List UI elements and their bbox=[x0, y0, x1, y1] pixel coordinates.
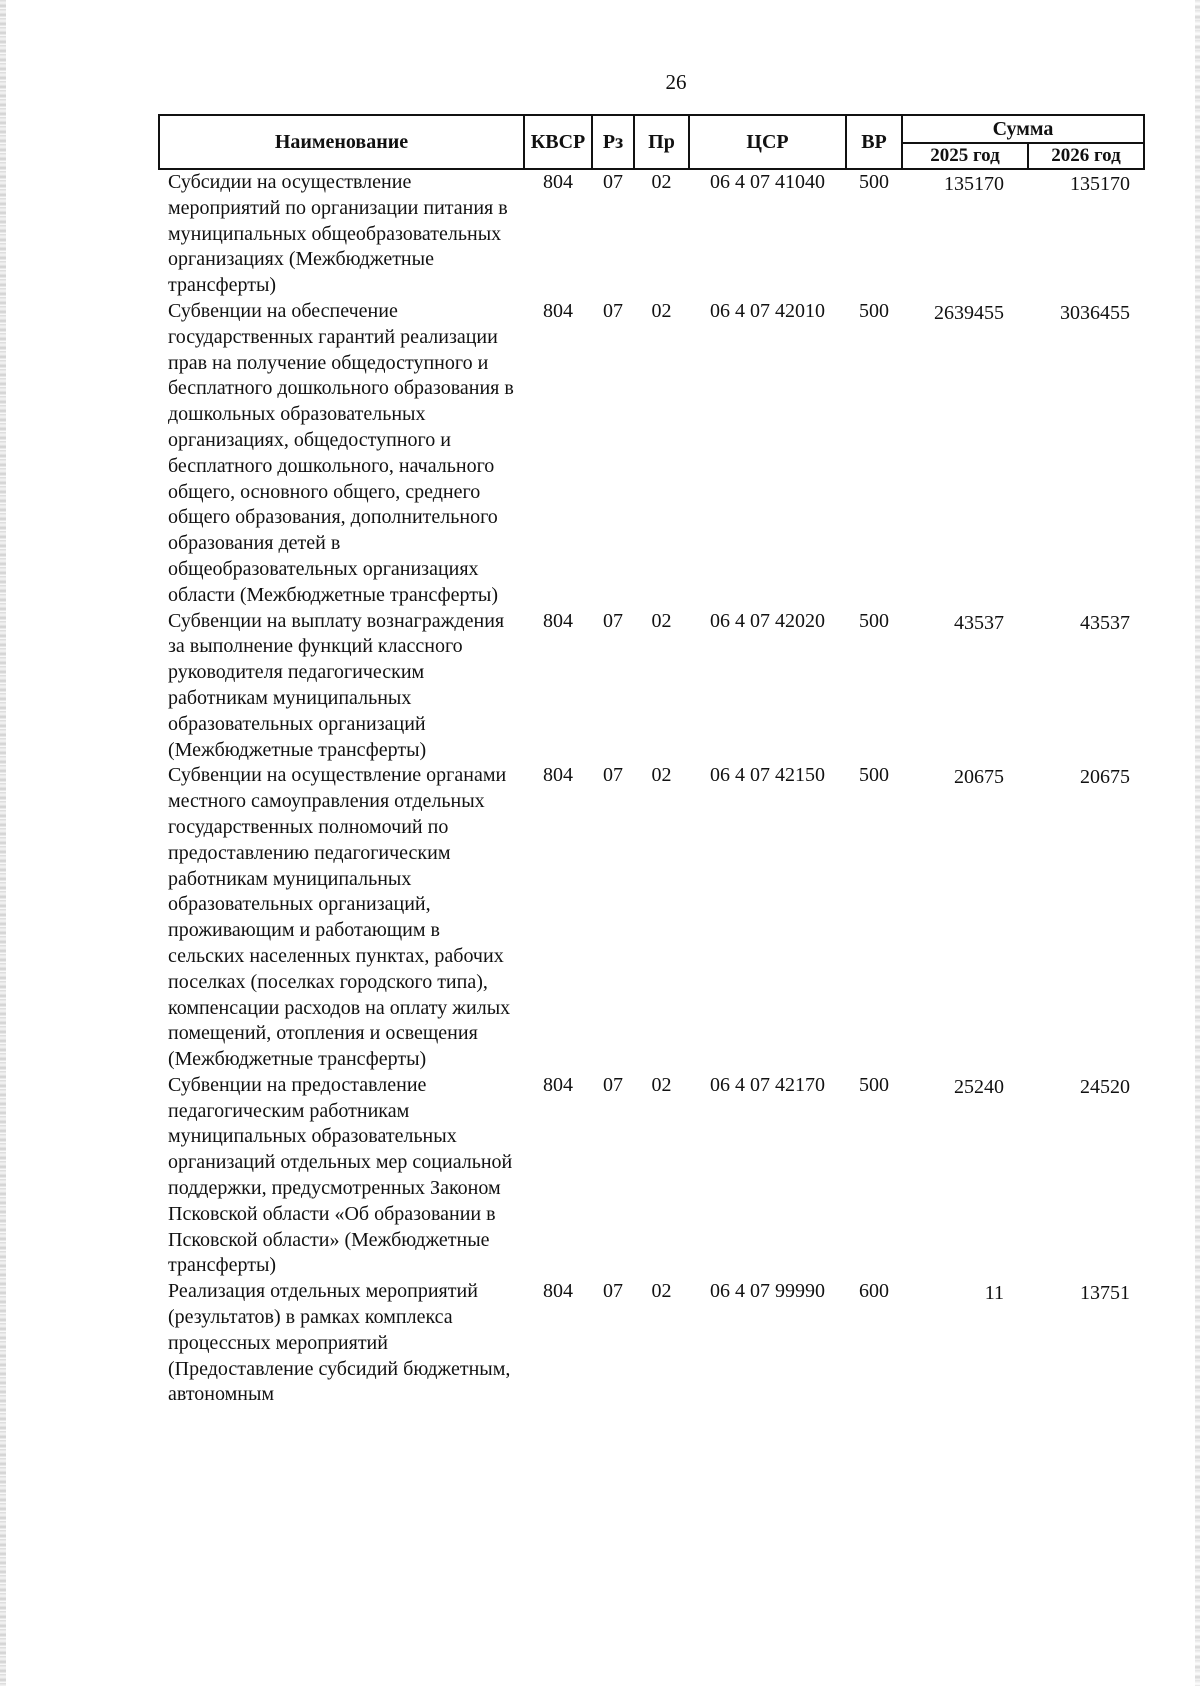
row-sum-2026: 13751 bbox=[1080, 1282, 1131, 1305]
table-row bbox=[159, 1279, 1144, 1408]
row-pr: 02 bbox=[651, 299, 672, 322]
row-csr: 06 4 07 42010 bbox=[710, 299, 825, 322]
header-csr: ЦСР bbox=[689, 115, 846, 169]
row-rz: 07 bbox=[603, 1073, 623, 1096]
row-kvsr: 804 bbox=[543, 764, 573, 787]
header-sum: Сумма bbox=[902, 115, 1144, 143]
row-sum-2026: 135170 bbox=[1070, 173, 1131, 195]
row-rz: 07 bbox=[603, 171, 623, 193]
row-csr: 06 4 07 42150 bbox=[710, 764, 825, 787]
row-sum-2026: 24520 bbox=[1080, 1075, 1131, 1098]
row-sum-2025: 2639455 bbox=[934, 301, 1004, 324]
row-pr: 02 bbox=[651, 171, 672, 193]
row-sum-2026: 3036455 bbox=[1060, 301, 1131, 324]
row-csr: 06 4 07 41040 bbox=[710, 171, 825, 193]
row-kvsr: 804 bbox=[543, 299, 573, 322]
row-csr: 06 4 07 42170 bbox=[710, 1073, 825, 1096]
row-vr: 500 bbox=[859, 764, 889, 787]
budget-table bbox=[158, 114, 1145, 1408]
header-year-2026: 2026 год bbox=[1028, 143, 1144, 169]
row-rz: 07 bbox=[603, 299, 623, 322]
row-sum-2025: 11 bbox=[984, 1282, 1004, 1305]
row-vr: 500 bbox=[859, 171, 889, 193]
row-vr: 500 bbox=[859, 299, 889, 322]
row-rz: 07 bbox=[603, 764, 623, 787]
row-pr: 02 bbox=[651, 609, 672, 632]
table-row bbox=[159, 1073, 1144, 1279]
header-vr: ВР bbox=[846, 115, 902, 169]
row-rz: 07 bbox=[603, 1280, 623, 1303]
header-kvsr: КВСР bbox=[524, 115, 592, 169]
table-row bbox=[159, 169, 1144, 299]
row-sum-2025: 25240 bbox=[954, 1075, 1004, 1098]
header-pr: Пр bbox=[634, 115, 689, 169]
header-rz: Рз bbox=[592, 115, 634, 169]
row-sum-2026: 20675 bbox=[1080, 766, 1131, 789]
row-sum-2025: 135170 bbox=[944, 173, 1004, 195]
row-pr: 02 bbox=[651, 764, 672, 787]
row-rz: 07 bbox=[603, 609, 623, 632]
row-name: Субвенции на выплату вознаграждения за выполнение функций классного руководителя педагогическим работникам муниципальных образовательных организаций (Межбюджетные трансферты) bbox=[168, 609, 505, 761]
row-sum-2025: 43537 bbox=[954, 611, 1004, 634]
scan-edge-left bbox=[0, 0, 6, 1686]
row-name: Субсидии на осуществление мероприятий по организации питания в муниципальных общеобразовательных организациях (Межбюджетные трансферты) bbox=[168, 171, 508, 297]
row-vr: 500 bbox=[859, 1073, 889, 1096]
table-row bbox=[159, 763, 1144, 1073]
row-name: Субвенции на обеспечение государственных гарантий реализации прав на получение общедоступного и бесплатного дошкольного образования в дошкольных образовательных организациях, общедоступного и бесплатного дошкольного, начального общего, основного общего, среднего общего образования, дополнительного образования детей в общеобразовательных организациях области (Межбюджетные трансферты) bbox=[168, 299, 514, 606]
header-year-2025: 2025 год bbox=[902, 143, 1028, 169]
row-vr: 600 bbox=[859, 1280, 889, 1303]
table-body bbox=[159, 169, 1144, 1408]
row-kvsr: 804 bbox=[543, 609, 573, 632]
header-name: Наименование bbox=[159, 115, 524, 169]
row-pr: 02 bbox=[651, 1073, 672, 1096]
row-kvsr: 804 bbox=[543, 1280, 573, 1303]
scan-edge-right bbox=[1195, 0, 1200, 1686]
row-csr: 06 4 07 99990 bbox=[710, 1280, 825, 1303]
row-kvsr: 804 bbox=[543, 1073, 573, 1096]
table-header bbox=[159, 115, 1144, 169]
row-vr: 500 bbox=[859, 609, 889, 632]
table-row bbox=[159, 299, 1144, 609]
row-sum-2025: 20675 bbox=[954, 766, 1004, 789]
row-csr: 06 4 07 42020 bbox=[710, 609, 825, 632]
page-number: 26 bbox=[665, 70, 687, 94]
row-pr: 02 bbox=[651, 1280, 672, 1303]
table-row bbox=[159, 609, 1144, 764]
row-kvsr: 804 bbox=[543, 171, 573, 193]
row-sum-2026: 43537 bbox=[1080, 611, 1131, 634]
row-name: Субвенции на предоставление педагогическим работникам муниципальных образовательных организаций отдельных мер социальной поддержки, предусмотренных Законом Псковской области «Об образовании в Псковской области» (Межбюджетные трансферты) bbox=[168, 1073, 513, 1277]
row-name: Реализация отдельных мероприятий (результатов) в рамках комплекса процессных мероприятий (Предоставление субсидий бюджетным, автономным bbox=[168, 1280, 511, 1406]
row-name: Субвенции на осуществление органами местного самоуправления отдельных государственных полномочий по предоставлению педагогическим работникам муниципальных образовательных организаций, проживающим и работающим в сельских населенных пунктах, рабочих поселках (поселках городского типа), компенсации расходов на оплату жилых помещений, отопления и освещения (Межбюджетные трансферты) bbox=[168, 764, 511, 1071]
